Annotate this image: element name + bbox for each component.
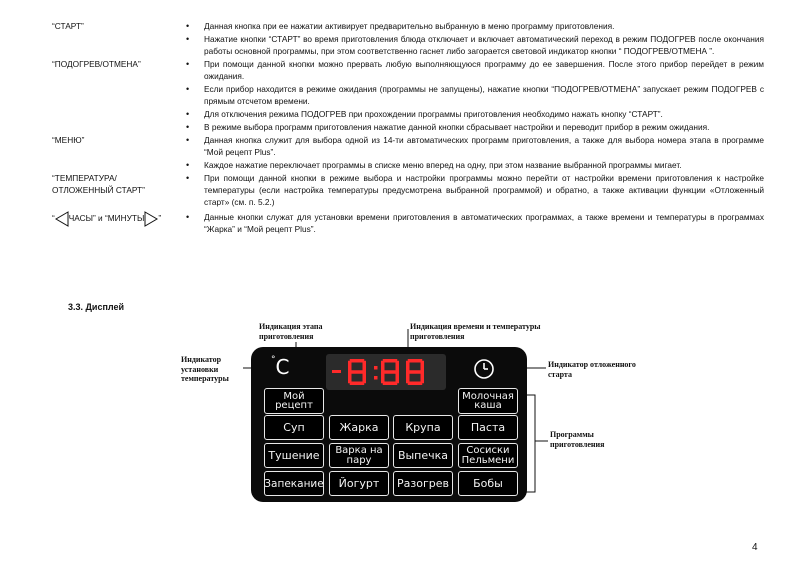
quote: ” (158, 213, 162, 224)
celsius-indicator (271, 355, 289, 379)
colon-dot (374, 376, 378, 380)
digit-segment (381, 361, 385, 372)
control-panel (251, 347, 527, 502)
bullet: • Данные кнопки служат для установки времени приготовления в автоматических программах, а также времени и температуры в программах “Жарка” и “Мой рецепт Plus”. (182, 211, 764, 235)
page-number: 4 (752, 542, 758, 553)
bullet: • При помощи данной кнопки можно прервать любую выполняющуюся программу до ее завершения. После этого прибор перейдет в режим ожидания. (182, 58, 764, 82)
display-digits (362, 357, 364, 358)
digit-segment (406, 361, 410, 372)
program-milk-porridge[interactable]: Молочная каша (458, 388, 518, 414)
colon-dot (374, 366, 378, 370)
bullet: • Для отключения режима ПОДОГРЕВ при прохождении программы приготовления необходимо нажать кнопку “СТАРТ”. (182, 108, 764, 120)
digit-segment (381, 372, 385, 383)
section-title: 3.3. Дисплей (68, 302, 125, 312)
program-roasting[interactable]: Запекание (264, 471, 324, 496)
label-menu: “МЕНЮ” (52, 135, 85, 145)
program-sausages-dumplings[interactable]: Сосиски Пельмени (458, 443, 518, 468)
annotation-stage: Индикация этапа приготовления (259, 322, 323, 341)
celsius-letter: C (275, 355, 290, 379)
digit-segment (383, 359, 398, 363)
digit-segment (363, 361, 367, 372)
digit-segment (406, 372, 410, 383)
digit-segment (348, 361, 352, 372)
program-pasta[interactable]: Паста (458, 415, 518, 440)
digit-segment (396, 372, 400, 383)
program-frying[interactable]: Жарка (329, 415, 389, 440)
hours-minutes-text: ЧАСЫ” и “МИНУТЫ (68, 213, 145, 224)
bullet: • Каждое нажатие переключает программы в списке меню вперед на одну, при этом название выбранной программы мигает. (182, 159, 764, 171)
program-groats[interactable]: Крупа (393, 415, 453, 440)
digit-segment (383, 382, 398, 386)
program-my-recipe[interactable]: Мой рецепт (264, 388, 324, 414)
annotation-delay: Индикатор отложенного старта (548, 360, 636, 379)
program-steaming[interactable]: Варка на пару (329, 443, 389, 468)
digit-segment (350, 370, 365, 374)
seven-segment-digits (326, 354, 446, 390)
digit-segment (348, 372, 352, 383)
bullet: • Нажатие кнопки “СТАРТ” во время приготовления блюда отключает и включает автоматический переход в режим ПОДОГРЕВ после окончания работы основной программы, при этом соответственно гаснет либо загорается световой индикатор кнопки “ ПОДОГРЕВ/ОТМЕНА ”. (182, 33, 764, 57)
label-warm-cancel: “ПОДОГРЕВ/ОТМЕНА” (52, 59, 141, 69)
quote: “ (52, 213, 55, 224)
program-soup[interactable]: Суп (264, 415, 324, 440)
digit-segment (383, 370, 398, 374)
digit-segment (363, 372, 367, 383)
annotation-temp-set: Индикатор установки температуры (181, 355, 229, 383)
digit-segment (350, 359, 365, 363)
degree-symbol: ° (271, 355, 276, 366)
stage-indicator-segment (332, 370, 341, 373)
bullet: • В режиме выбора программ приготовления нажатие данной кнопки сбрасывает настройки и переводит прибор в режим ожидания. (182, 121, 764, 133)
bullet: • При помощи данной кнопки в режиме выбора и настройки программы можно перейти от настройки времени приготовления к настройке температуры (если настройка температуры предусмотрена выбранной программой) и обратно, а также активации функции «Отложенный старт» (см. п. 5.2.) (182, 172, 764, 208)
segment-display (326, 354, 446, 390)
annotation-time-temp: Индикация времени и температуры приготовления (410, 322, 541, 341)
digit-segment (408, 382, 423, 386)
program-baking[interactable]: Выпечка (393, 443, 453, 468)
digit-segment (408, 370, 423, 374)
digit-segment (421, 372, 425, 383)
bullet: • Если прибор находится в режиме ожидания (программы не запущены), нажатие кнопки “ПОДОГРЕВ/ОТМЕНА” запускает режим ПОДОГРЕВ с прямым отсчетом времени. (182, 83, 764, 107)
program-reheat[interactable]: Разогрев (393, 471, 453, 496)
digit-segment (421, 361, 425, 372)
label-start: “СТАРТ” (52, 21, 84, 31)
digit-segment (350, 382, 365, 386)
program-stewing[interactable]: Тушение (264, 443, 324, 468)
bullet: • Данная кнопка служит для выбора одной из 14-ти автоматических программ приготовления, а также для выбора номера этапа в программе “Мой рецепт Plus”. (182, 134, 764, 158)
clock-icon (473, 358, 495, 380)
program-beans[interactable]: Бобы (458, 471, 518, 496)
bullet: • Данная кнопка при ее нажатии активирует предварительно выбранную в меню программу приготовления. (182, 20, 764, 32)
program-yogurt[interactable]: Йогурт (329, 471, 389, 496)
annotation-programs: Программы приготовления (550, 430, 605, 449)
digit-segment (396, 361, 400, 372)
digit-segment (408, 359, 423, 363)
label-temp-delay: “ТЕМПЕРАТУРА/ ОТЛОЖЕННЫЙ СТАРТ” (52, 173, 145, 195)
